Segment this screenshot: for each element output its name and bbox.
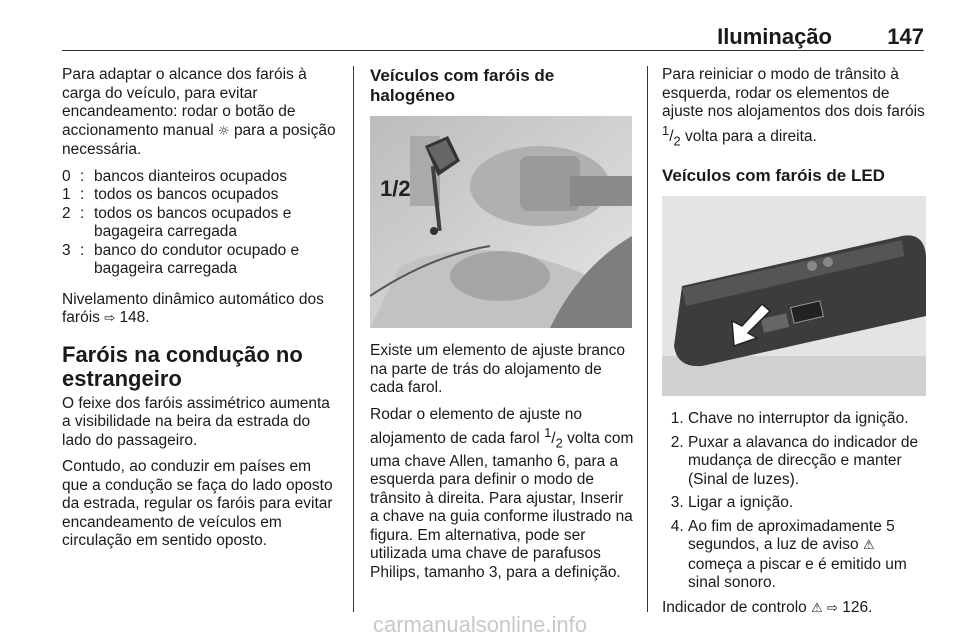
subsection-heading: Veículos com faróis de halogéneo — [370, 66, 555, 105]
list-item: 3. Ligar a ignição. — [688, 494, 926, 513]
figure-label: 1/2 — [380, 176, 411, 201]
section-heading: Faróis na condução no estrangeiro — [62, 341, 303, 391]
subsection-heading: Veículos com faróis de LED — [662, 166, 885, 186]
control-indicator-reference: Indicador de controlo ⚠ ⇨ 126. — [662, 598, 873, 616]
position-item: 3 : banco do condutor ocupado e bagageira carregada — [62, 241, 300, 277]
paragraph: Para reiniciar o modo de trânsito à esquerda, rodar os elementos de ajuste nos alojamentos dos dois faróis $^1/_2$ volta para a direita. — [662, 66, 925, 148]
paragraph: Existe um elemento de ajuste branco na parte de trás do alojamento de cada farol. — [370, 342, 626, 396]
headlight-range-icon: ☼ — [217, 123, 230, 139]
section-title: Iluminação — [717, 24, 832, 49]
paragraph: O feixe dos faróis assimétrico aumenta a visibilidade na beira da estrada do lado do passageiro. — [62, 394, 330, 449]
header-rule — [62, 50, 924, 51]
position-item: 0 : bancos dianteiros ocupados — [62, 167, 288, 185]
page-number: 147 — [887, 24, 924, 49]
list-item: 2. Puxar a alavanca do indicador de mudança de direcção e manter (Sinal de luzes). — [688, 434, 926, 490]
list-item: 4. Ao fim de aproximadamente 5 segundos, a luz de aviso ⚠ começa a piscar e é emitido um sinal sonoro. — [688, 518, 926, 593]
page-header — [62, 24, 924, 49]
position-list — [62, 168, 340, 279]
warning-light-icon: ⚠ — [862, 538, 875, 554]
column-right — [662, 66, 926, 626]
page-reference-icon: ⇨ — [104, 311, 116, 326]
steps-list — [662, 410, 926, 593]
watermark: carmanualsonline.info — [372, 612, 588, 637]
page-reference-icon: ⇨ — [827, 600, 838, 616]
column-left — [62, 66, 340, 559]
position-item: 1 : todos os bancos ocupados — [62, 186, 279, 203]
intro-paragraph: Para adaptar o alcance dos faróis à carga do veículo, para evitar encandeamento: rodar o botão de accionamento manual ☼ para a posição necessária. — [62, 66, 336, 158]
auto-leveling-reference: Nivelamento dinâmico automático dos faróis ⇨ 148. — [62, 290, 324, 326]
warning-light-icon: ⚠ — [811, 600, 823, 616]
position-item: 2 : todos os bancos ocupados e bagageira carregada — [62, 204, 292, 240]
list-item: 1. Chave no interruptor da ignição. — [688, 410, 926, 429]
paragraph: Rodar o elemento de ajuste no alojamento de cada farol $^1/_2$ volta com uma chave Allen, tamanho 6, para a esquerda para definir o modo de trânsito à direita. Para ajustar, Inserir a chave na guia conforme ilustrado na figura. Em alternativa, pode ser utilizada uma chave de parafusos Philips, tamanho 3, para a definição. — [370, 405, 634, 581]
paragraph: Contudo, ao conduzir em países em que a condução se faça do lado oposto da estrada, regular os faróis para evitar encandeamento de veículos em circulação em sentido oposto. — [62, 458, 333, 549]
column-middle — [370, 66, 634, 590]
halogen-adjuster-figure — [370, 116, 632, 328]
column-divider — [353, 66, 354, 612]
led-lever-figure — [662, 196, 926, 396]
column-divider — [647, 66, 648, 612]
